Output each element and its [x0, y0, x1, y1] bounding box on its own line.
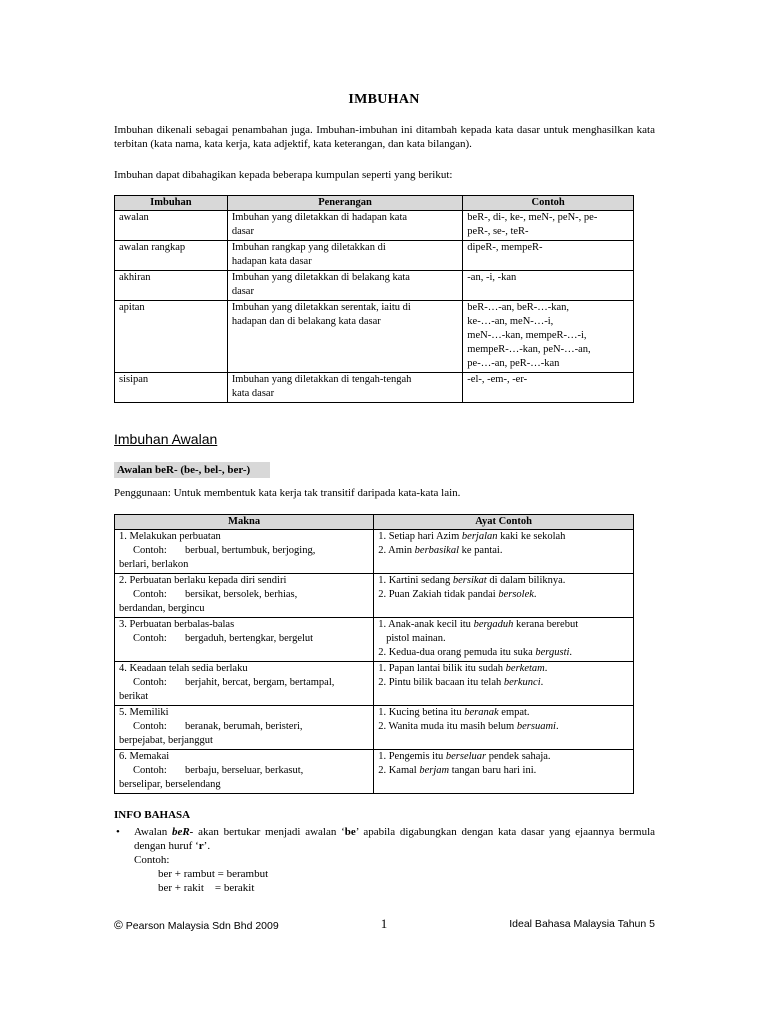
- penerangan-line: Imbuhan yang diletakkan serentak, iaitu di: [231, 302, 411, 313]
- ayat-text: empat.: [498, 707, 530, 718]
- ayat-text: 1. Pengemis itu: [378, 751, 446, 762]
- info-text: akan bertukar menjadi awalan ‘: [193, 826, 345, 838]
- ayat-text: 2. Puan Zakiah tidak pandai: [378, 589, 499, 600]
- info-example: ber + rakit = berakit: [158, 882, 255, 894]
- ayat-italic: beranak: [464, 707, 499, 718]
- ayat-line: [378, 618, 629, 632]
- column-header: Ayat Contoh: [374, 515, 634, 530]
- ayat-text: .: [533, 589, 537, 600]
- example-words: berselipar, berselendang: [119, 779, 221, 790]
- info-text: Awalan: [134, 826, 172, 838]
- cell-contoh: [463, 373, 634, 403]
- table-row: [115, 241, 634, 271]
- intro-paragraph-2: Imbuhan dapat dibahagikan kepada beberapa kumpulan seperti yang berikut:: [114, 169, 453, 181]
- makna-example: [119, 734, 369, 748]
- cell-contoh: [463, 241, 634, 271]
- usage-text: Penggunaan: Untuk membentuk kata kerja tak transitif daripada kata-kata lain.: [114, 487, 461, 499]
- makna-example: [119, 588, 369, 602]
- cell-makna: [115, 618, 374, 662]
- ayat-text: 1. Anak-anak kecil itu: [378, 619, 474, 630]
- imbuhan-name: akhiran: [119, 272, 151, 283]
- cell-penerangan: [227, 241, 462, 271]
- imbuhan-name: awalan: [119, 212, 149, 223]
- example-label: Contoh:: [133, 677, 167, 688]
- imbuhan-name: awalan rangkap: [119, 242, 186, 253]
- makna-example: [119, 690, 369, 704]
- example-label: Contoh:: [133, 545, 167, 556]
- makna-example: [119, 764, 369, 778]
- info-bullet: [114, 825, 655, 895]
- ayat-italic: berjam: [419, 765, 450, 776]
- contoh-line: peR-, se-, teR-: [467, 226, 529, 237]
- makna-title: 3. Perbuatan berbalas-balas: [119, 619, 235, 630]
- ayat-line: [378, 530, 629, 544]
- info-bold: r: [198, 840, 204, 852]
- section-heading-text: Imbuhan Awalan: [114, 431, 218, 447]
- example-words: berpejabat, berjanggut: [119, 735, 213, 746]
- table-row: [115, 530, 634, 574]
- example-words: berjahit, bercat, bergam, bertampal,: [185, 677, 335, 688]
- example-words: beranak, berumah, beristeri,: [185, 721, 303, 732]
- ayat-line: [378, 764, 629, 778]
- info-bold: be: [344, 826, 356, 838]
- ayat-italic: bergusti: [535, 647, 570, 658]
- column-header: Imbuhan: [115, 196, 228, 211]
- example-label: Contoh:: [133, 765, 167, 776]
- ayat-text: pendek sahaja.: [486, 751, 551, 762]
- table-row: [115, 211, 634, 241]
- info-list: [114, 825, 655, 895]
- makna-title: 4. Keadaan telah sedia berlaku: [119, 663, 248, 674]
- cell-penerangan: [227, 271, 462, 301]
- info-contoh-label: Contoh:: [134, 854, 170, 866]
- info-bold: beR-: [171, 826, 194, 838]
- ayat-italic: bersolek: [498, 589, 534, 600]
- ayat-text: pistol mainan.: [378, 633, 446, 644]
- penerangan-line: Imbuhan yang diletakkan di belakang kata: [231, 272, 410, 283]
- footer-book-title: Ideal Bahasa Malaysia Tahun 5: [509, 918, 655, 930]
- ayat-text: 1. Setiap hari Azim: [378, 531, 462, 542]
- cell-imbuhan: [115, 211, 228, 241]
- intro-paragraph: Imbuhan dikenali sebagai penambahan juga. Imbuhan-imbuhan ini ditambah kepada kata dasar untuk menghasilkan kata terbitan (kata nama, kata kerja, kata adjektif, kata keterangan, dan kata bilangan).: [114, 124, 655, 150]
- imbuhan-name: sisipan: [119, 374, 149, 385]
- cell-ayat: [374, 662, 634, 706]
- table-row: [115, 271, 634, 301]
- example-words: berdandan, bergincu: [119, 603, 205, 614]
- ayat-italic: berketam: [505, 663, 545, 674]
- ayat-line: [378, 574, 629, 588]
- ayat-text: tangan baru hari ini.: [449, 765, 537, 776]
- cell-penerangan: [227, 373, 462, 403]
- info-text: ’ apabila digabungkan dengan kata dasar yang ejaannya bermula dengan huruf ‘: [134, 826, 656, 852]
- penerangan-line: dasar: [231, 286, 254, 297]
- makna-example: [119, 558, 369, 572]
- example-words: berikat: [119, 691, 149, 702]
- ayat-text: 2. Amin: [378, 545, 415, 556]
- table-row: [115, 574, 634, 618]
- page-number: 1: [380, 916, 388, 931]
- makna-title: 6. Memakai: [119, 751, 170, 762]
- ayat-text: .: [569, 647, 573, 658]
- column-header: Penerangan: [227, 196, 462, 211]
- cell-contoh: [463, 271, 634, 301]
- cell-imbuhan: [115, 271, 228, 301]
- example-words: bersikat, bersolek, berhias,: [185, 589, 298, 600]
- ayat-text: .: [544, 663, 548, 674]
- contoh-line: pe-…-an, peR-…-kan: [467, 358, 560, 369]
- penerangan-line: hadapan dan di belakang kata dasar: [231, 316, 381, 327]
- ayat-italic: bergaduh: [473, 619, 514, 630]
- ayat-line: [378, 676, 629, 690]
- table-row: [115, 706, 634, 750]
- cell-penerangan: [227, 301, 462, 373]
- contoh-line: -an, -i, -kan: [467, 272, 517, 283]
- copyright-text: Pearson Malaysia Sdn Bhd 2009: [125, 920, 279, 932]
- makna-example: [119, 676, 369, 690]
- ayat-text: 2. Kamal: [378, 765, 420, 776]
- contoh-line: beR-, di-, ke-, meN-, peN-, pe-: [467, 212, 598, 223]
- table-row: [115, 301, 634, 373]
- info-heading: INFO BAHASA: [114, 809, 191, 821]
- table-row: [115, 373, 634, 403]
- ayat-line: [378, 662, 629, 676]
- ayat-text: 2. Pintu bilik bacaan itu telah: [378, 677, 504, 688]
- imbuhan-name: apitan: [119, 302, 145, 313]
- info-text: ’.: [203, 840, 211, 852]
- awalan-ber-table: [114, 514, 634, 794]
- cell-ayat: [374, 706, 634, 750]
- info-example: ber + rambut = berambut: [158, 868, 269, 880]
- ayat-text: ke pantai.: [459, 545, 503, 556]
- ayat-text: di dalam biliknya.: [486, 575, 566, 586]
- makna-example: [119, 632, 369, 646]
- penerangan-line: Imbuhan yang diletakkan di hadapan kata: [231, 212, 408, 223]
- contoh-line: dipeR-, mempeR-: [467, 242, 543, 253]
- table-header-row: [115, 196, 634, 211]
- ayat-line: [378, 632, 629, 646]
- ayat-text: .: [555, 721, 559, 732]
- ayat-italic: bersuami: [516, 721, 556, 732]
- cell-penerangan: [227, 211, 462, 241]
- makna-example: [119, 602, 369, 616]
- example-words: berbual, bertumbuk, berjoging,: [185, 545, 316, 556]
- cell-makna: [115, 662, 374, 706]
- cell-makna: [115, 706, 374, 750]
- ayat-text: 1. Kartini sedang: [378, 575, 453, 586]
- ayat-text: 1. Papan lantai bilik itu sudah: [378, 663, 506, 674]
- table-row: [115, 618, 634, 662]
- subheading-awalan-ber: Awalan beR- (be-, bel-, ber-): [114, 462, 270, 478]
- copyright-icon: ©: [114, 918, 123, 932]
- example-label: Contoh:: [133, 633, 167, 644]
- makna-example: [119, 544, 369, 558]
- penerangan-line: hadapan kata dasar: [231, 256, 312, 267]
- bullet-icon: •: [116, 826, 120, 838]
- example-label: Contoh:: [133, 589, 167, 600]
- table-row: [115, 662, 634, 706]
- column-header: Contoh: [463, 196, 634, 211]
- ayat-text: .: [540, 677, 544, 688]
- page-title: IMBUHAN: [348, 92, 420, 107]
- cell-ayat: [374, 618, 634, 662]
- contoh-line: ke-…-an, meN-…-i,: [467, 316, 554, 327]
- ayat-italic: bersikat: [452, 575, 487, 586]
- penerangan-line: Imbuhan yang diletakkan di tengah-tengah: [231, 374, 412, 385]
- ayat-text: 2. Wanita muda itu masih belum: [378, 721, 517, 732]
- table-header-row: [115, 515, 634, 530]
- makna-example: [119, 720, 369, 734]
- cell-ayat: [374, 574, 634, 618]
- cell-contoh: [463, 301, 634, 373]
- example-label: Contoh:: [133, 721, 167, 732]
- example-words: berbaju, berseluar, berkasut,: [185, 765, 304, 776]
- contoh-line: meN-…-kan, mempeR-…-i,: [467, 330, 587, 341]
- makna-title: 2. Perbuatan berlaku kepada diri sendiri: [119, 575, 287, 586]
- contoh-line: beR-…-an, beR-…-kan,: [467, 302, 570, 313]
- penerangan-line: dasar: [231, 226, 254, 237]
- ayat-italic: berkunci: [503, 677, 541, 688]
- cell-imbuhan: [115, 241, 228, 271]
- makna-example: [119, 778, 369, 792]
- cell-makna: [115, 574, 374, 618]
- penerangan-line: kata dasar: [231, 388, 275, 399]
- ayat-italic: berseluar: [445, 751, 487, 762]
- column-header: Makna: [115, 515, 374, 530]
- section-heading: [114, 431, 217, 447]
- imbuhan-table: [114, 195, 634, 403]
- ayat-text: kerana berebut: [513, 619, 579, 630]
- cell-imbuhan: [115, 301, 228, 373]
- ayat-line: [378, 544, 629, 558]
- cell-ayat: [374, 530, 634, 574]
- cell-contoh: [463, 211, 634, 241]
- cell-ayat: [374, 750, 634, 794]
- ayat-italic: berjalan: [461, 531, 498, 542]
- ayat-text: 2. Kedua-dua orang pemuda itu suka: [378, 647, 536, 658]
- makna-title: 5. Memiliki: [119, 707, 169, 718]
- penerangan-line: Imbuhan rangkap yang diletakkan di: [231, 242, 386, 253]
- example-words: berlari, berlakon: [119, 559, 189, 570]
- cell-makna: [115, 530, 374, 574]
- table-row: [115, 750, 634, 794]
- ayat-text: kaki ke sekolah: [497, 531, 566, 542]
- ayat-line: [378, 588, 629, 602]
- ayat-line: [378, 706, 629, 720]
- cell-makna: [115, 750, 374, 794]
- example-words: bergaduh, bertengkar, bergelut: [185, 633, 314, 644]
- makna-title: 1. Melakukan perbuatan: [119, 531, 221, 542]
- ayat-line: [378, 646, 629, 660]
- cell-imbuhan: [115, 373, 228, 403]
- ayat-text: 1. Kucing betina itu: [378, 707, 465, 718]
- ayat-line: [378, 750, 629, 764]
- contoh-line: mempeR-…-kan, peN-…-an,: [467, 344, 591, 355]
- contoh-line: -el-, -em-, -er-: [467, 374, 528, 385]
- ayat-line: [378, 720, 629, 734]
- ayat-italic: berbasikal: [414, 545, 459, 556]
